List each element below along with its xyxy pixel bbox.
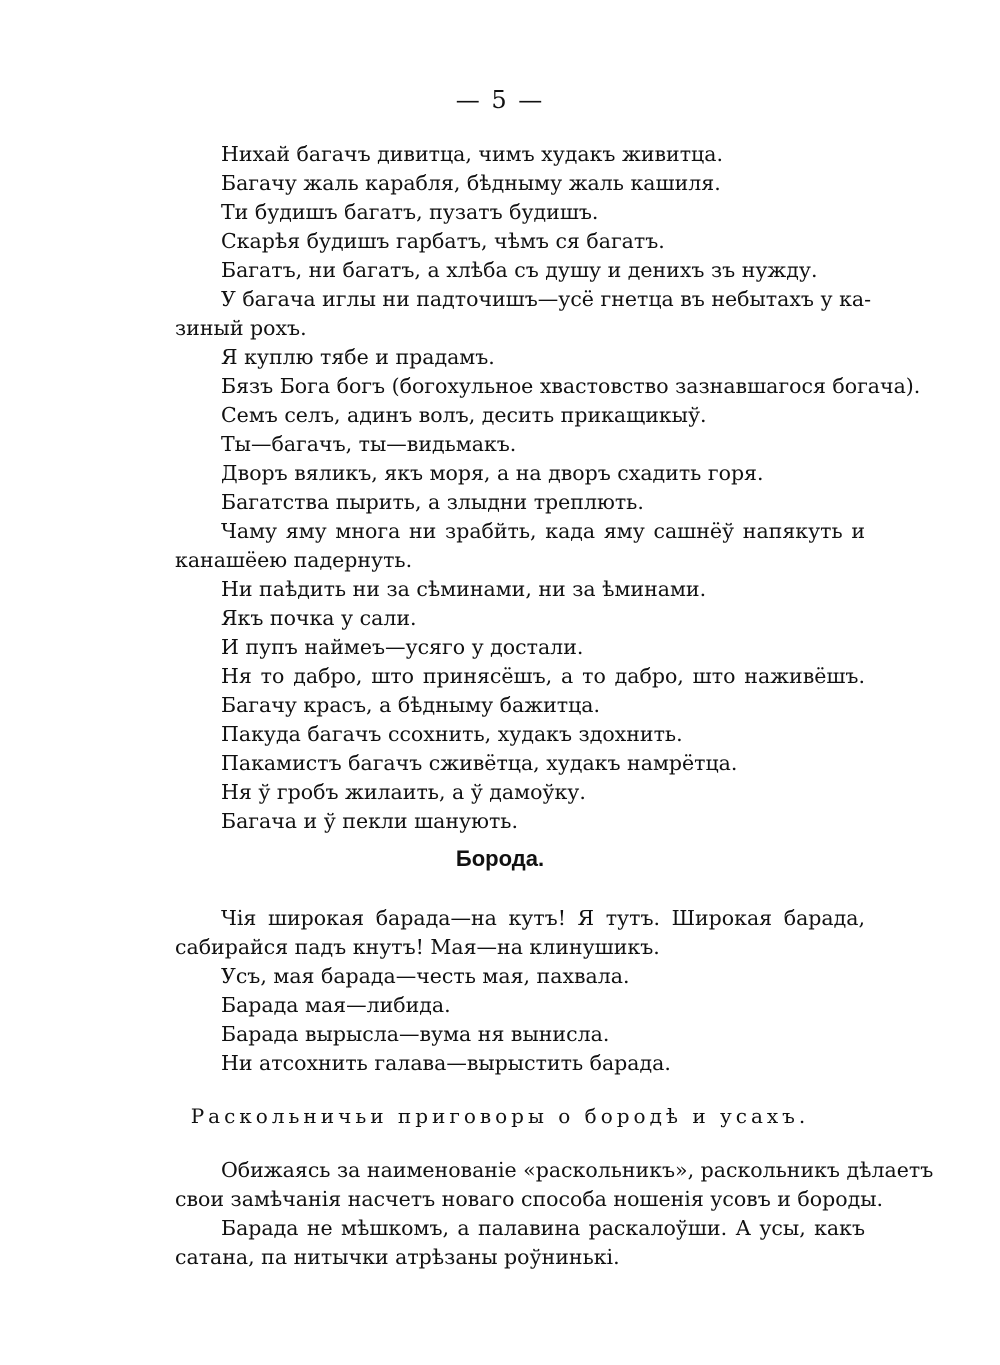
text-line: Ня то дабро, што принясёшъ, а то дабро, што наживёшъ. bbox=[221, 664, 865, 688]
text-line: зиный рохъ. bbox=[175, 316, 307, 340]
text-line: Багатъ, ни багатъ, а хлѣба съ душу и денихъ зъ нужду. bbox=[221, 258, 818, 282]
text-line: канашёею падернуть. bbox=[175, 548, 413, 572]
proverbs-block bbox=[175, 140, 921, 836]
text-line: Скарѣя будишъ гарбатъ, чѣмъ ся багатъ. bbox=[221, 229, 665, 253]
text-line: Пакуда багачъ ссохнить, худакъ здохнить. bbox=[221, 722, 683, 746]
text-line: Ни паѣдить ни за сѣминами, ни за ѣминами. bbox=[221, 577, 707, 601]
text-line: Чаму яму многа ни зрабйть, када яму сашнёў напякуть и bbox=[221, 519, 865, 543]
text-line: Бязъ Бога богъ (богохульное хвастовство зазнавшагося богача). bbox=[221, 374, 921, 398]
text-line: Ни атсохнить галава—вырыстить барада. bbox=[221, 1051, 671, 1075]
text-line: Чія широкая барада—на кутъ! Я тутъ. Широкая барада, bbox=[221, 906, 865, 930]
text-line: Багатства пырить, а злыдни треплють. bbox=[221, 490, 644, 514]
final-paragraph-block bbox=[175, 1156, 934, 1272]
text-line: Ня ў гробъ жилаить, а ў дамоўку. bbox=[221, 780, 586, 804]
text-line: Барада мая—либида. bbox=[221, 993, 451, 1017]
text-line: Дворъ вяликъ, якъ моря, а на дворъ схадить горя. bbox=[221, 461, 764, 485]
text-line: Ти будишъ багатъ, пузатъ будишъ. bbox=[221, 200, 599, 224]
text-line: Усъ, мая барада—честь мая, пахвала. bbox=[221, 964, 630, 988]
text-line: И пупъ наймеъ—усяго у достали. bbox=[221, 635, 584, 659]
text-line: Барада вырысла—вума ня вынисла. bbox=[221, 1022, 610, 1046]
text-line: Нихай багачъ дивитца, чимъ худакъ живитца. bbox=[221, 142, 723, 166]
text-line: Обижаясь за наименованіе «раскольникъ», раскольникъ дѣлаетъ bbox=[221, 1158, 934, 1182]
page-number: — 5 — bbox=[455, 86, 545, 114]
text-line: Барада не мѣшкомъ, а палавина раскалоўши. А усы, какъ bbox=[221, 1216, 865, 1240]
text-line: Якъ почка у сали. bbox=[221, 606, 417, 630]
text-line: Я куплю тябе и прадамъ. bbox=[221, 345, 495, 369]
section-title: Борода. bbox=[455, 846, 545, 871]
text-line: сатана, па нитычки атрѣзаны роўнинькi. bbox=[175, 1245, 620, 1269]
text-line: У багача иглы ни падточишъ—усё гнетца въ небытахъ у ка- bbox=[221, 287, 872, 311]
text-line: Пакамистъ багачъ сживётца, худакъ намрётца. bbox=[221, 751, 738, 775]
text-line: Багача и ў пекли шанують. bbox=[221, 809, 518, 833]
subheading: Раскольничьи приговоры о бородѣ и усахъ. bbox=[190, 1104, 810, 1128]
text-line: Багачу красъ, а бѣдныму бажитца. bbox=[221, 693, 601, 717]
text-line: Ты—багачъ, ты—видьмакъ. bbox=[221, 432, 517, 456]
text-line: сабирайся падъ кнутъ! Мая—на клинушикъ. bbox=[175, 935, 660, 959]
text-line: Багачу жаль карабля, бѣдныму жаль кашиля. bbox=[221, 171, 721, 195]
text-line: Семъ селъ, адинъ волъ, десить прикащикыў. bbox=[221, 403, 707, 427]
beard-proverbs-block bbox=[175, 904, 865, 1078]
text-line: свои замѣчанія насчетъ новаго способа ношенія усовъ и бороды. bbox=[175, 1187, 884, 1211]
